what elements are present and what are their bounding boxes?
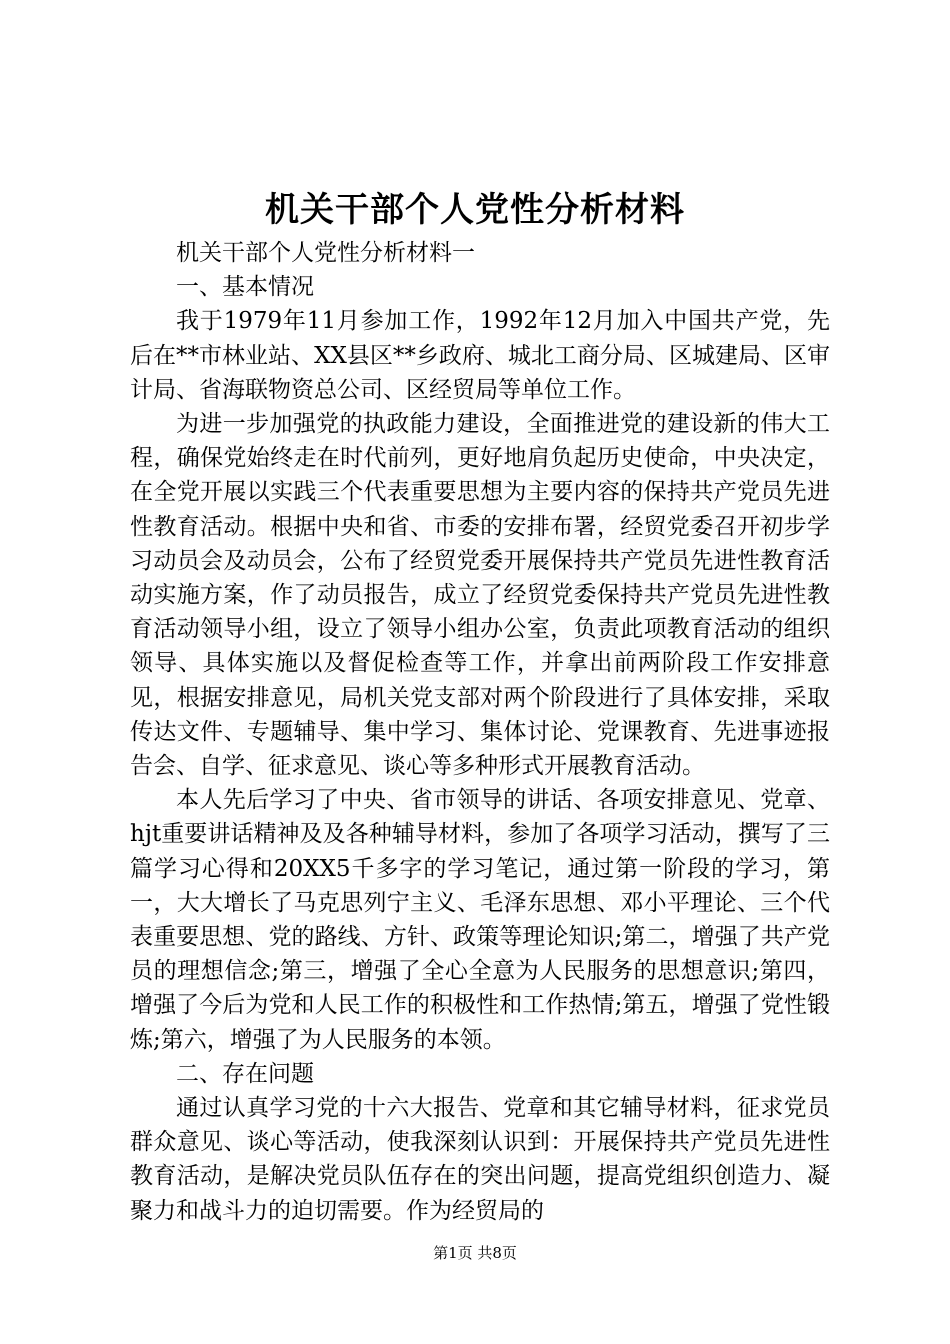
page-number-footer: 第1页 共8页 — [433, 1244, 517, 1262]
body-paragraph: 通过认真学习党的十六大报告、党章和其它辅导材料，征求党员群众意见、谈心等活动，使我深刻认识到：开展保持共产党员先进性教育活动，是解决党员队伍存在的突出问题，提高党组织创造力、凝聚力和战斗力的迫切需要。作为经贸局的 — [130, 1095, 830, 1224]
document-body — [130, 236, 830, 1228]
body-paragraph: 本人先后学习了中央、省市领导的讲话、各项安排意见、党章、hjt重要讲话精神及及各种辅导材料，参加了各项学习活动，撰写了三篇学习心得和20XX5千多字的学习笔记，通过第一阶段的学习，第一，大大增长了马克思列宁主义、毛泽东思想、邓小平理论、三个代表重要思想、党的路线、方针、政策等理论知识;第二，增强了共产党员的理想信念;第三，增强了全心全意为人民服务的思想意识;第四，增强了今后为党和人民工作的积极性和工作热情;第五，增强了党性锻炼;第六，增强了为人民服务的本领。 — [130, 787, 830, 1053]
section-heading-basic-info: 一、基本情况 — [176, 274, 314, 301]
body-paragraph: 我于1979年11月参加工作，1992年12月加入中国共产党，先后在**市林业站、XX县区**乡政府、城北工商分局、区城建局、区审计局、省海联物资总公司、区经贸局等单位工作。 — [130, 308, 830, 403]
section-heading-problems: 二、存在问题 — [176, 1060, 314, 1087]
body-paragraph: 为进一步加强党的执政能力建设，全面推进党的建设新的伟大工程，确保党始终走在时代前列，更好地肩负起历史使命，中央决定，在全党开展以实践三个代表重要思想为主要内容的保持共产党员先进性教育活动。根据中央和省、市委的安排布署，经贸党委召开初步学习动员会及动员会，公布了经贸党委开展保持共产党员先进性教育活动实施方案，作了动员报告，成立了经贸党委保持共产党员先进性教育活动领导小组，设立了领导小组办公室，负责此项教育活动的组织领导、具体实施以及督促检查等工作，并拿出前两阶段工作安排意见，根据安排意见，局机关党支部对两个阶段进行了具体安排，采取传达文件、专题辅导、集中学习、集体讨论、党课教育、先进事迹报告会、自学、征求意见、谈心等多种形式开展教育活动。 — [130, 411, 830, 780]
subtitle-paragraph: 机关干部个人党性分析材料一 — [176, 240, 475, 266]
document-title: 机关干部个人党性分析材料 — [265, 190, 685, 230]
